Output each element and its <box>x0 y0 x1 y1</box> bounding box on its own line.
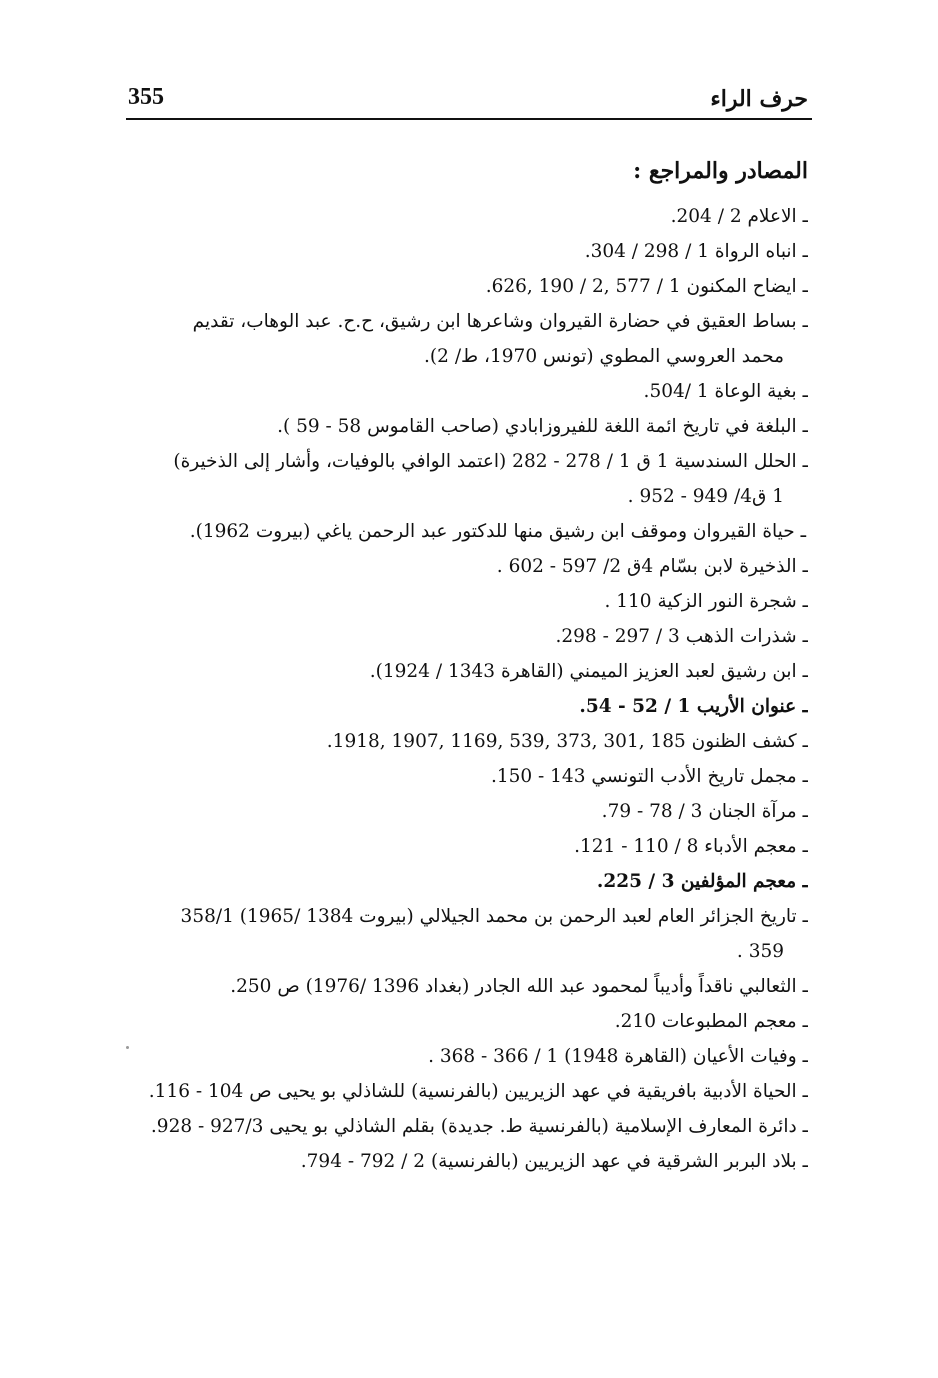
reference-item <box>128 1109 808 1144</box>
reference-item <box>128 304 808 374</box>
reference-text: ـ بلاد البربر الشرقية في عهد الزيريين (بالفرنسية) 2 / 792 - 794. <box>300 1151 808 1172</box>
reference-item <box>128 409 808 444</box>
reference-text: ـ بغية الوعاة 1 /504. <box>643 381 808 402</box>
reference-item <box>128 899 808 969</box>
references-list <box>128 199 808 1179</box>
page-number: 355 <box>128 84 164 110</box>
reference-text: ـ الاعلام 2 / 204. <box>670 206 808 227</box>
reference-text: ـ مرآة الجنان 3 / 78 - 79. <box>601 801 808 822</box>
reference-item <box>128 689 808 724</box>
reference-text: ـ حياة القيروان وموقف ابن رشيق منها للدكتور عبد الرحمن ياغي (بيروت 1962). <box>189 521 806 542</box>
reference-item <box>128 829 808 864</box>
reference-text: ـ الحلل السندسية 1 ق 1 / 278 - 282 (اعتمد الوافي بالوفيات، وأشار إلى الذخيرة) <box>173 451 808 472</box>
scan-speck <box>126 1046 129 1049</box>
reference-item <box>128 619 808 654</box>
reference-text: ـ بساط العقيق في حضارة القيروان وشاعرها ابن رشيق، ح.ح. عبد الوهاب، تقديم <box>192 311 808 332</box>
reference-item <box>128 374 808 409</box>
reference-item <box>128 1144 808 1179</box>
reference-item <box>128 549 808 584</box>
reference-item <box>128 1004 808 1039</box>
reference-item <box>128 199 808 234</box>
reference-text: ـ شذرات الذهب 3 / 297 - 298. <box>555 626 808 647</box>
reference-item <box>128 269 808 304</box>
reference-text: ـ معجم المطبوعات 210. <box>614 1011 808 1032</box>
reference-text: ـ معجم المؤلفين 3 / 225. <box>596 871 808 892</box>
reference-text: ـ مجمل تاريخ الأدب التونسي 143 - 150. <box>490 766 808 787</box>
reference-item <box>128 514 808 549</box>
reference-text: ـ الثعالبي ناقداً وأديباً لمحمود عبد الله الجادر (بغداد 1396 /1976) ص 250. <box>230 976 808 997</box>
reference-text: ـ ابن رشيق لعبد العزيز الميمني (القاهرة 1343 / 1924). <box>369 661 808 682</box>
reference-text: ـ ايضاح المكنون 1 / 577 ,2 / 190 ,626. <box>485 276 808 297</box>
reference-item <box>128 969 808 1004</box>
reference-item <box>128 654 808 689</box>
reference-item <box>128 1074 808 1109</box>
reference-text: ـ وفيات الأعيان (القاهرة 1948) 1 / 366 - 368 . <box>428 1046 808 1067</box>
section-title: المصادر والمراجع : <box>633 158 808 184</box>
reference-item <box>128 1039 808 1074</box>
reference-item <box>128 864 808 899</box>
reference-continuation: 359 . <box>736 941 784 962</box>
reference-text: ـ شجرة النور الزكية 110 . <box>604 591 808 612</box>
reference-text: ـ البلغة في تاريخ ائمة اللغة للفيروزابادي (صاحب القاموس 58 - 59 ). <box>277 416 808 437</box>
reference-text: ـ انباه الرواة 1 / 298 / 304. <box>584 241 808 262</box>
header-rule <box>126 118 812 120</box>
reference-continuation: 1 ق4/ 949 - 952 . <box>627 486 784 507</box>
reference-item <box>128 724 808 759</box>
running-head: حرف الراء <box>710 86 808 112</box>
reference-item <box>128 794 808 829</box>
reference-text: ـ كشف الظنون 185 ,301 ,373 ,539 ,1169 ,1907 ,1918. <box>326 731 808 752</box>
reference-continuation: محمد العروسي المطوي (تونس 1970، ط/ 2). <box>424 346 784 367</box>
reference-text: ـ دائرة المعارف الإسلامية (بالفرنسية ط. جديدة) بقلم الشاذلي بو يحيى 927/3 - 928. <box>150 1116 808 1137</box>
reference-item <box>128 759 808 794</box>
reference-item <box>128 584 808 619</box>
reference-text: ـ معجم الأدباء 8 / 110 - 121. <box>574 836 808 857</box>
reference-text: ـ الذخيرة لابن بسّام 4ق 2/ 597 - 602 . <box>496 556 808 577</box>
reference-text: ـ عنوان الأريب 1 / 52 - 54. <box>579 696 808 717</box>
reference-text: ـ الحياة الأدبية بافريقية في عهد الزيريين (بالفرنسية) للشاذلي بو يحيى ص 104 - 116. <box>148 1081 808 1102</box>
reference-item <box>128 234 808 269</box>
reference-item <box>128 444 808 514</box>
reference-text: ـ تاريخ الجزائر العام لعبد الرحمن بن محمد الجيلالي (بيروت 1384 /1965) 358/1 <box>180 906 808 927</box>
